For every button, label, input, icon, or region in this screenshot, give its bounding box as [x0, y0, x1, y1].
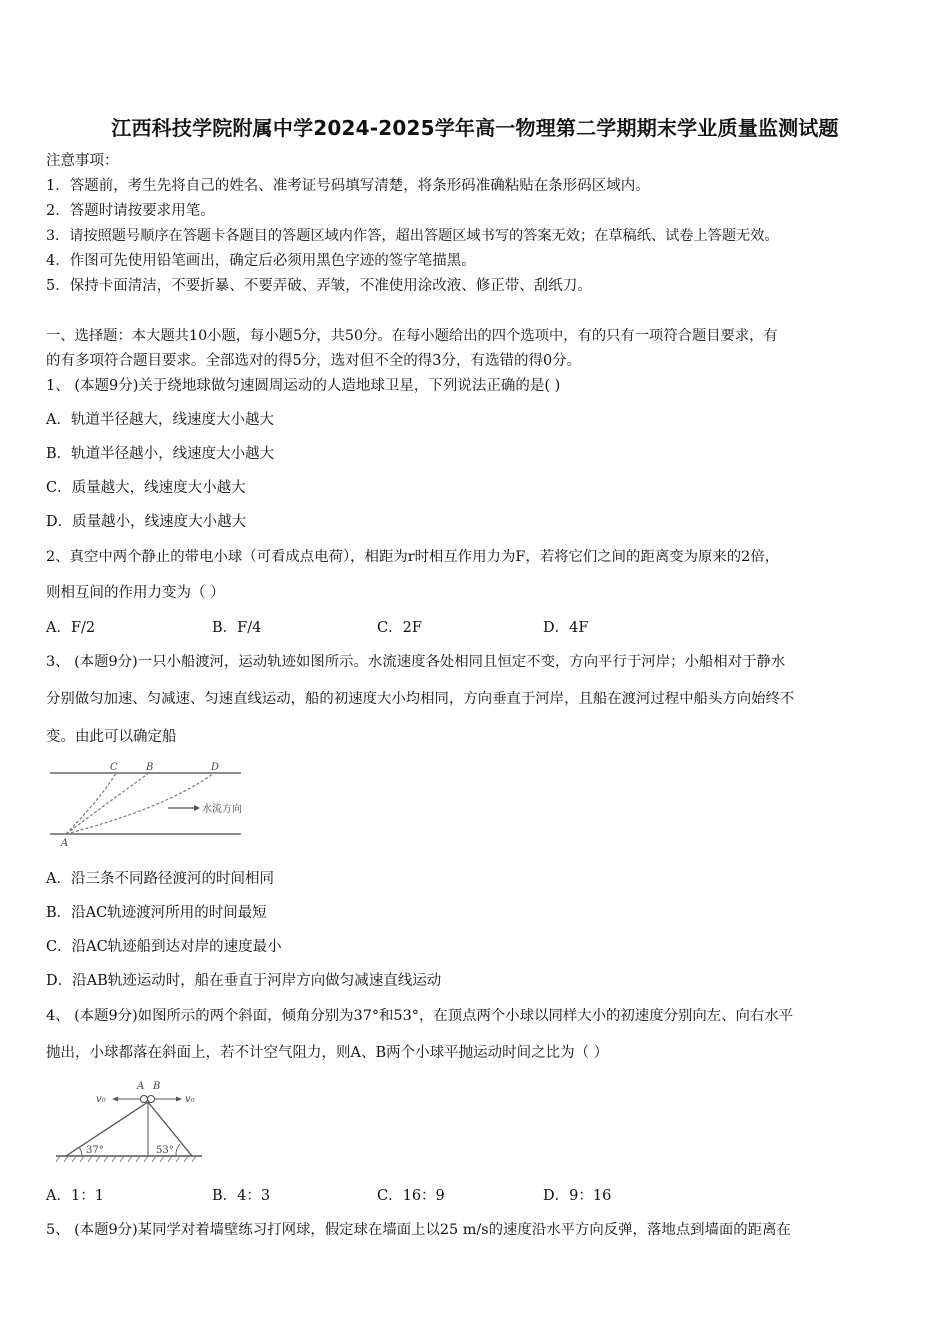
section-intro: 一、选择题：本大题共10小题，每小题5分，共50分。在每小题给出的四个选项中，有的只有一项符合题目要求，有 [46, 328, 778, 344]
question-2-option-a: A．F/2 [46, 620, 96, 636]
question-3-stem: 变。由此可以确定船 [46, 729, 177, 745]
question-4-stem: 抛出，小球都落在斜面上，若不计空气阻力，则A、B两个小球平抛运动时间之比为（ ） [46, 1045, 609, 1061]
river-crossing-figure [46, 758, 256, 850]
trajectory-ad [66, 773, 214, 834]
question-4-stem: 4、 (本题9分)如图所示的两个斜面，倾角分别为37°和53°，在顶点两个小球以同样大小的初速度分别向左、向右水平 [46, 1008, 794, 1024]
ball-a [141, 1096, 148, 1103]
angle-37-arc [79, 1147, 82, 1156]
question-4-option-c: C．16：9 [377, 1188, 445, 1204]
question-3-option-a: A．沿三条不同路径渡河的时间相同 [46, 871, 274, 887]
ball-b [148, 1096, 155, 1103]
question-1-option-c: C．质量越大，线速度大小越大 [46, 480, 246, 496]
question-4-option-d: D．9：16 [543, 1188, 612, 1204]
label-a: A [61, 838, 69, 849]
angle-37-label: 37° [86, 1145, 104, 1156]
question-1-option-b: B．轨道半径越小，线速度大小越大 [46, 446, 275, 462]
flow-arrow-head-icon [194, 805, 200, 811]
question-3-option-b: B．沿AC轨迹渡河所用的时间最短 [46, 905, 267, 921]
question-5-stem: 5、 (本题9分)某同学对着墙壁练习打网球，假定球在墙面上以25 m/s的速度沿水平方向反弹，落地点到墙面的距离在 [46, 1222, 791, 1238]
v0-left-label: v₀ [96, 1094, 106, 1105]
question-2-stem: 则相互间的作用力变为（ ） [46, 585, 225, 601]
question-2-option-d: D．4F [543, 620, 589, 636]
label-b: B [153, 1081, 161, 1092]
section-intro: 的有多项符合题目要求。全部选对的得5分，选对但不全的得3分，有选错的得0分。 [46, 353, 582, 369]
question-3-stem: 分别做匀加速、匀减速、匀速直线运动，船的初速度大小均相同，方向垂直于河岸，且船在渡河过程中船头方向始终不 [46, 691, 795, 707]
question-2-option-b: B．F/4 [212, 620, 262, 636]
label-b: B [146, 762, 154, 773]
question-2-option-c: C．2F [377, 620, 422, 636]
question-1-stem: 1、 (本题9分)关于绕地球做匀速圆周运动的人造地球卫星，下列说法正确的是( ) [46, 378, 561, 394]
question-1-option-a: A．轨道半径越大，线速度大小越大 [46, 412, 274, 428]
notes-item: 1．答题前，考生先将自己的姓名、准考证号码填写清楚，将条形码准确粘贴在条形码区域内。 [46, 178, 650, 194]
label-d: D [211, 762, 220, 773]
notes-item: 2．答题时请按要求用笔。 [46, 203, 215, 219]
page-title: 江西科技学院附属中学2024-2025学年高一物理第二学期期末学业质量监测试题 [111, 116, 839, 140]
ground-hatching [56, 1156, 196, 1162]
arrow-right-icon [176, 1097, 182, 1102]
trajectory-ab [66, 773, 149, 834]
question-3-option-c: C．沿AC轨迹船到达对岸的速度最小 [46, 939, 282, 955]
inclined-planes-figure [52, 1074, 212, 1166]
arrow-left-icon [112, 1097, 118, 1102]
question-2-stem: 2、真空中两个静止的带电小球（可看成点电荷），相距为r时相互作用力为F，若将它们之间的距离变为原来的2倍， [46, 549, 780, 565]
trajectory-ac [66, 773, 116, 834]
angle-53-arc [176, 1144, 180, 1156]
notes-item: 3．请按照题号顺序在答题卡各题目的答题区域内作答，超出答题区域书写的答案无效；在草稿纸、试卷上答题无效。 [46, 228, 779, 244]
notes-heading: 注意事项： [46, 153, 119, 169]
question-4-option-a: A．1：1 [46, 1188, 104, 1204]
flow-direction-label: 水流方向 [202, 804, 242, 815]
question-1-option-d: D．质量越小，线速度大小越大 [46, 514, 247, 530]
question-3-option-d: D．沿AB轨迹运动时，船在垂直于河岸方向做匀减速直线运动 [46, 973, 442, 989]
question-4-option-b: B．4：3 [212, 1188, 271, 1204]
angle-53-label: 53° [156, 1145, 174, 1156]
notes-item: 5．保持卡面清洁，不要折暴、不要弄破、弄皱，不准使用涂改液、修正带、刮纸刀。 [46, 278, 592, 294]
question-3-stem: 3、 (本题9分)一只小船渡河，运动轨迹如图所示。水流速度各处相同且恒定不变，方向平行于河岸；小船相对于静水 [46, 654, 786, 670]
notes-item: 4．作图可先使用铅笔画出，确定后必须用黑色字迹的签字笔描黑。 [46, 253, 476, 269]
v0-right-label: v₀ [185, 1094, 195, 1105]
slope-37 [66, 1102, 148, 1156]
label-c: C [110, 762, 118, 773]
label-a: A [137, 1081, 145, 1092]
